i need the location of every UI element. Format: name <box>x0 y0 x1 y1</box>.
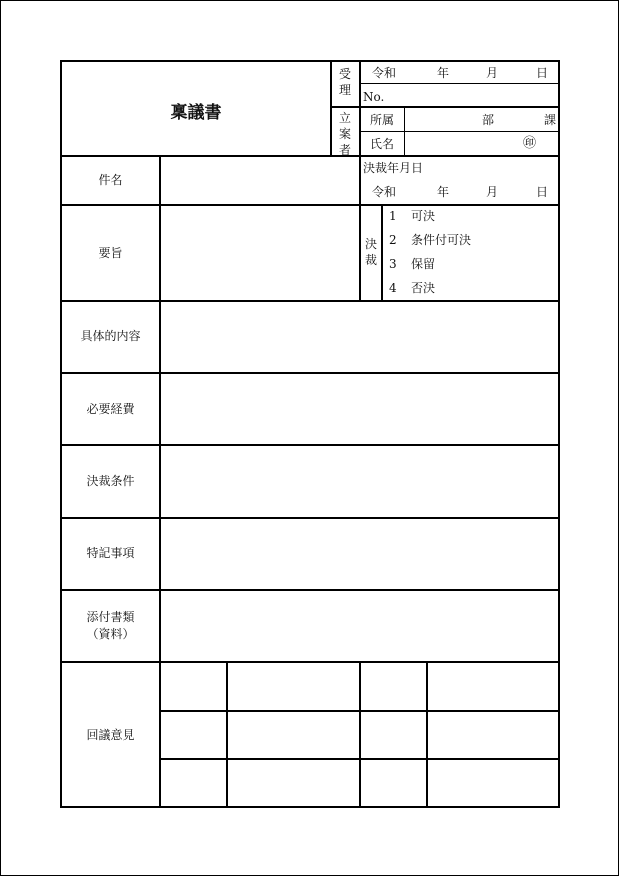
expense-label: 必要経費 <box>86 402 135 416</box>
summary-field[interactable] <box>161 206 359 300</box>
opinion-cell[interactable] <box>361 663 426 710</box>
content-label: 具体的内容 <box>80 329 141 343</box>
opinion-cell[interactable] <box>161 663 226 710</box>
opinion-cell[interactable] <box>361 760 426 806</box>
expense-field[interactable] <box>161 374 558 444</box>
opinion-cell[interactable] <box>228 663 359 710</box>
subject-label: 件名 <box>98 173 123 187</box>
receipt-year: 年 <box>437 66 450 80</box>
opinion-cell[interactable] <box>361 712 426 758</box>
name-field[interactable] <box>406 132 516 154</box>
conditions-label: 決裁条件 <box>86 474 135 488</box>
summary-label: 要旨 <box>98 246 123 260</box>
document-title: 稟議書 <box>170 103 222 123</box>
decision-option-text: 否決 <box>411 281 436 295</box>
receipt-no-field[interactable] <box>385 85 557 105</box>
decision-date-day: 日 <box>536 185 549 199</box>
table-border-top <box>60 60 560 62</box>
dept-bu: 部 <box>482 113 495 127</box>
decision-date-era: 令和 <box>372 185 397 199</box>
name-label: 氏名 <box>370 137 395 151</box>
dept-ka: 課 <box>544 113 557 127</box>
attachments-label: 添付書類 <box>86 610 135 624</box>
receipt-day: 日 <box>536 66 549 80</box>
table-border-bottom <box>60 806 560 808</box>
attachments-sublabel: （資料） <box>86 627 135 641</box>
decision-date-label: 決裁年月日 <box>363 161 424 175</box>
notes-field[interactable] <box>161 519 558 589</box>
notes-label: 特記事項 <box>86 546 135 560</box>
decision-option-text: 保留 <box>411 257 436 271</box>
content-field[interactable] <box>161 302 558 372</box>
opinion-cell[interactable] <box>228 712 359 758</box>
opinions-label: 回議意見 <box>86 728 135 742</box>
attachments-field[interactable] <box>161 591 558 661</box>
receipt-era: 令和 <box>372 66 397 80</box>
decision-option-text: 条件付可決 <box>411 233 472 247</box>
receipt-month: 月 <box>486 66 499 80</box>
decision-option-num: 3 <box>389 257 397 271</box>
table-border-right <box>558 60 560 808</box>
decision-option-num: 1 <box>389 209 397 223</box>
opinion-cell[interactable] <box>161 760 226 806</box>
decision-option-num: 4 <box>389 281 397 295</box>
decision-option-text: 可決 <box>411 209 436 223</box>
opinion-cell[interactable] <box>428 663 558 710</box>
decision-date-year: 年 <box>437 185 450 199</box>
subject-field[interactable] <box>161 157 359 204</box>
opinion-cell[interactable] <box>428 712 558 758</box>
conditions-field[interactable] <box>161 446 558 517</box>
opinion-cell[interactable] <box>161 712 226 758</box>
decision-date-month: 月 <box>486 185 499 199</box>
opinion-cell[interactable] <box>228 760 359 806</box>
dept-label: 所属 <box>370 113 395 127</box>
dept-field[interactable] <box>406 108 476 130</box>
seal-mark: ㊞ <box>523 136 537 151</box>
decision-option-num: 2 <box>389 233 397 247</box>
opinion-cell[interactable] <box>428 760 558 806</box>
receipt-no-label: No. <box>363 90 385 104</box>
